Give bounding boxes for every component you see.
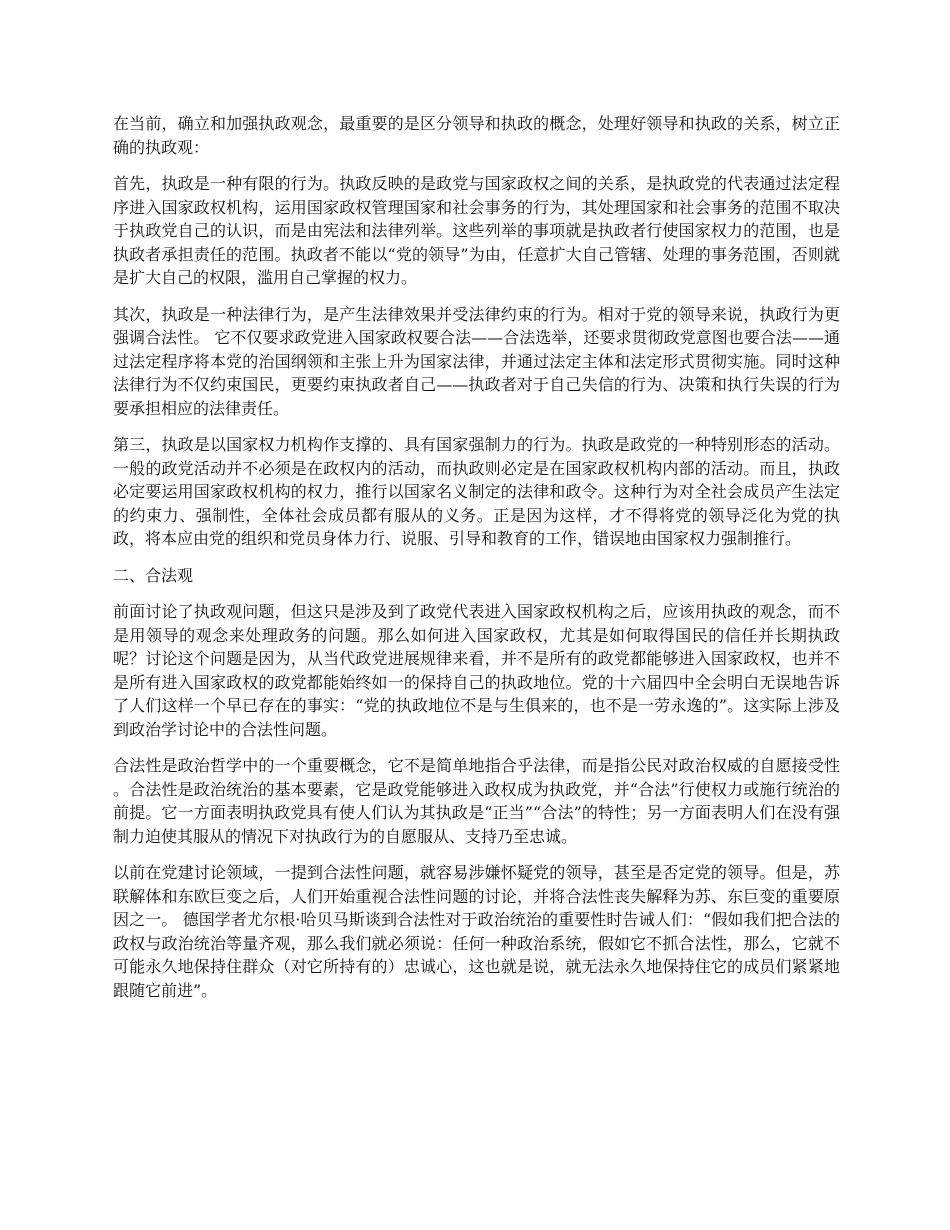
document-body xyxy=(113,112,840,1015)
intro-paragraph: 在当前，确立和加强执政观念，最重要的是区分领导和执政的概念，处理好领导和执政的关系，树立正确的执政观： xyxy=(113,114,840,157)
paragraph-third-point: 第三，执政是以国家权力机构作支撑的、具有国家强制力的行为。执政是政党的一种特别形态的活动。一般的政党活动并不必须是在政权内的活动，而执政则必定是在国家政权机构内部的活动。而且，执政必定要运用国家政权机构的权力，推行以国家名义制定的法律和政令。这种行为对全社会成员产生法定的约束力、强制性，全体社会成员都有服从的义务。正是因为这样，才不得将党的领导泛化为党的执政，将本应由党的组织和党员身体力行、说服、引导和教育的工作，错误地由国家权力强制推行。 xyxy=(113,435,840,548)
paragraph-second-point: 其次，执政是一种法律行为，是产生法律效果并受法律约束的行为。相对于党的领导来说，执政行为更强调合法性。 它不仅要求政党进入国家政权要合法——合法选举，还要求贯彻政党意图也要合法——通过法定程序将本党的治国纲领和主张上升为国家法律，并通过法定主体和法定形式贯彻实施。同时这种法律行为不仅约束国民，更要约束执政者自己——执政者对于自己失信的行为、决策和执行失误的行为要承担相应的法律责任。 xyxy=(113,304,840,418)
paragraph-legitimacy-definition: 合法性是政治哲学中的一个重要概念，它不是简单地指合乎法律，而是指公民对政治权威的自愿接受性 。合法性是政治统治的基本要素，它是政党能够进入政权成为执政党，并“合法”行使权力或施行统治的前提。它一方面表明执政党具有使人们认为其执政是“正当”“合法”的特性；另一方面表明人们在没有强制力迫使其服从的情况下对执政行为的自愿服从、支持乃至忠诚。 xyxy=(113,756,840,846)
paragraph-first-point: 首先，执政是一种有限的行为。执政反映的是政党与国家政权之间的关系，是执政党的代表通过法定程序进入国家政权机构，运用国家政权管理国家和社会事务的行为，其处理国家和社会事务的范围不取决于执政党自己的认识，而是由宪法和法律列举。这些列举的事项就是执政者行使国家权力的范围，也是执政者承担责任的范围。执政者不能以“党的领导”为由，任意扩大自己管辖、处理的事务范围，否则就是扩大自己的权限，滥用自己掌握的权力。 xyxy=(113,174,840,287)
section-heading-legitimacy: 二、合法观 xyxy=(113,565,194,585)
paragraph-legitimacy-history: 以前在党建讨论领域，一提到合法性问题，就容易涉嫌怀疑党的领导，甚至是否定党的领导。但是，苏联解体和东欧巨变之后，人们开始重视合法性问题的讨论，并将合法性丧失解释为苏、东巨变的重要原因之一。 德国学者尤尔根·哈贝马斯谈到合法性对于政治统治的重要性时告诫人们：“假如我们把合法的政权与政治统治等量齐观，那么我们就必须说：任何一种政治系统，假如它不抓合法性，那么，它就不可能永久地保持住群众（对它所持有的）忠诚心，这也就是说，就无法永久地保持住它的成员们紧紧地跟随它前进”。 xyxy=(113,863,840,1000)
paragraph-legitimacy-intro: 前面讨论了执政观问题，但这只是涉及到了政党代表进入国家政权机构之后，应该用执政的观念，而不是用领导的观念来处理政务的问题。那么如何进入国家政权，尤其是如何取得国民的信任并长期执政呢？讨论这个问题是因为，从当代政党进展规律来看，并不是所有的政党都能够进入国家政权，也并不是所有进入国家政权的政党都能始终如一的保持自己的执政地位。党的十六届四中全会明白无误地告诉了人们这样一个早已存在的事实：“党的执政地位不是与生俱来的，也不是一劳永逸的”。这实际上涉及到政治学讨论中的合法性问题。 xyxy=(113,602,840,739)
